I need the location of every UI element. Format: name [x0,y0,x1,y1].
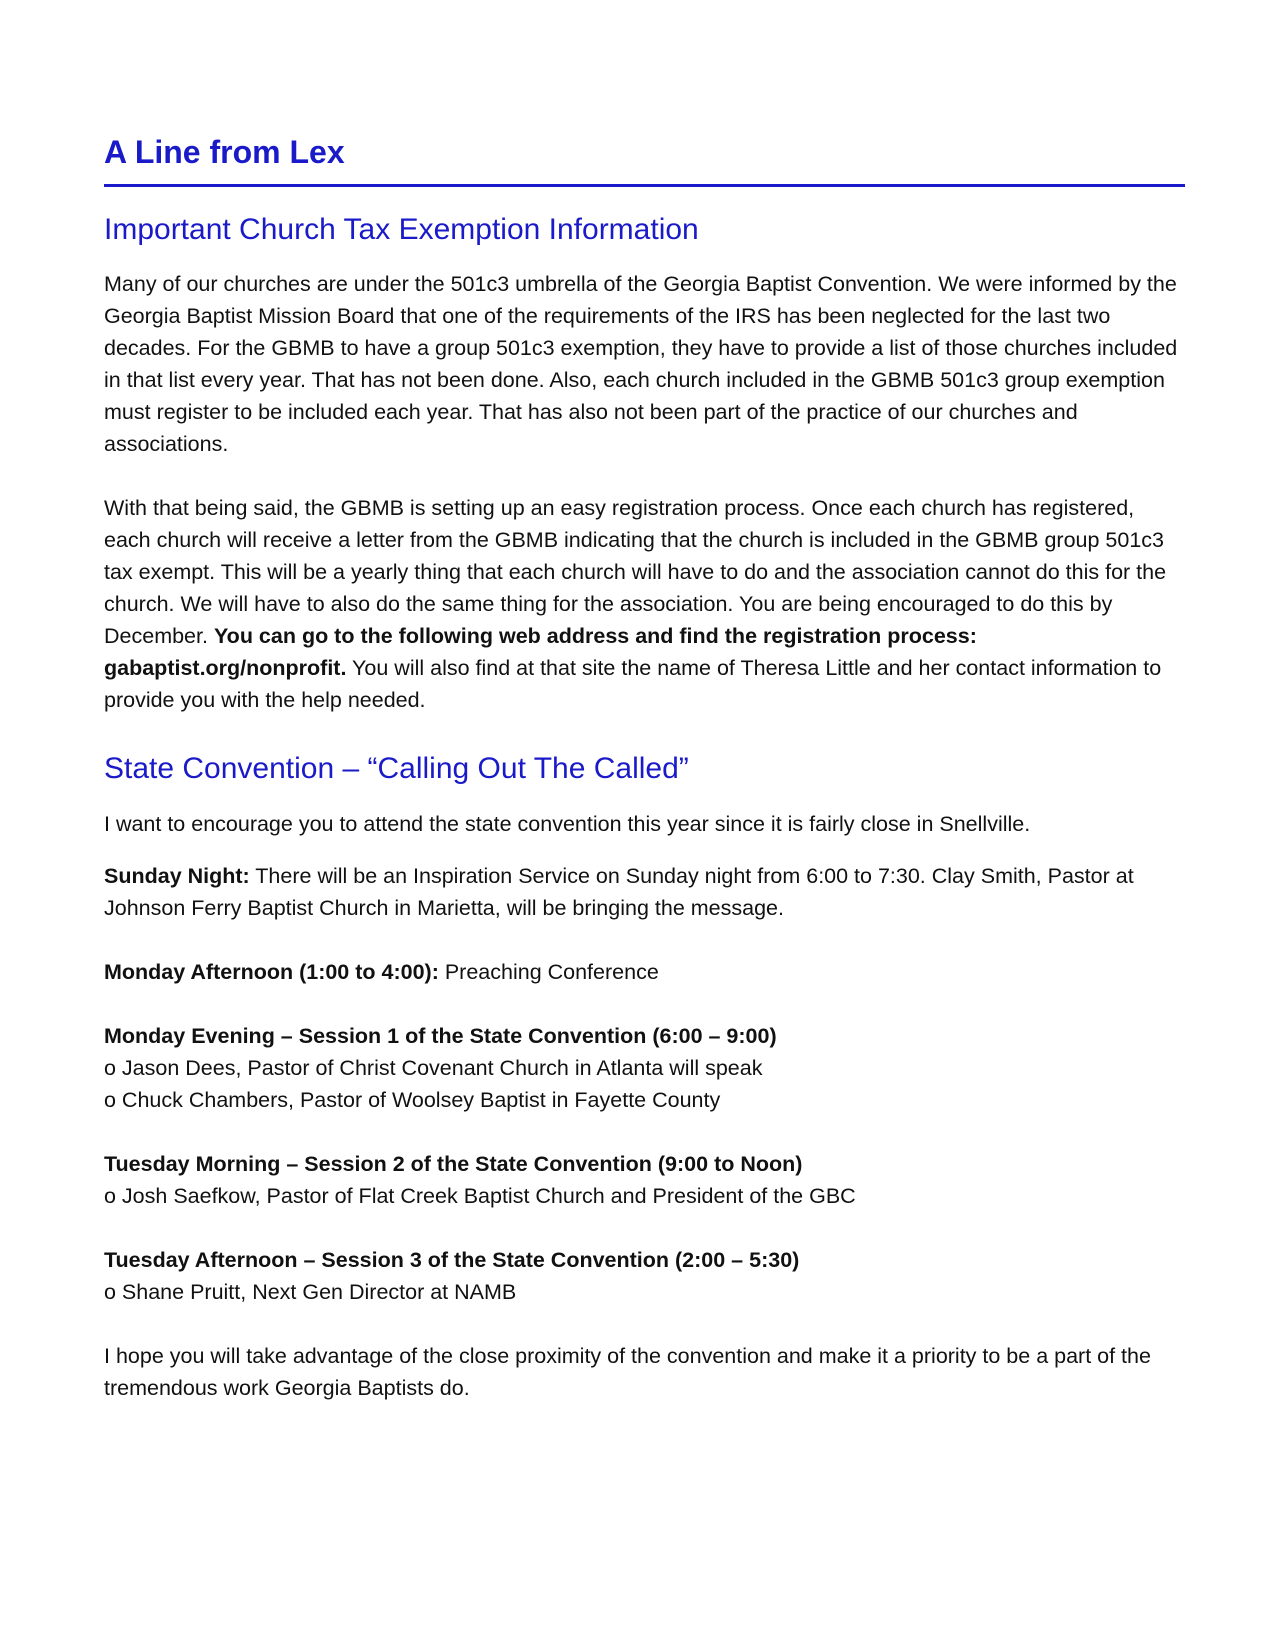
sunday-night-paragraph [104,860,1184,924]
paragraph-2-tail: You will also find at that site the name of Theresa Little and her contact information to provide you with the help needed. [104,656,1162,712]
sunday-night-label: Sunday Night: [104,864,250,888]
session-2-title: Tuesday Morning – Session 2 of the State Convention (9:00 to Noon) [104,1152,803,1176]
closing-paragraph: I hope you will take advantage of the close proximity of the convention and make it a priority to be a part of the tremendous work Georgia Baptists do. [104,1344,1151,1400]
monday-afternoon-label: Monday Afternoon (1:00 to 4:00): [104,960,439,984]
tax-exemption-paragraph-1: Many of our churches are under the 501c3 umbrella of the Georgia Baptist Convention. We were informed by the Georgia Baptist Mission Board that one of the requirements of the IRS has been neglected for the last two decades. For the GBMB to have a group 501c3 exemption, they have to provide a list of those churches included in that list every year. That has not been done. Also, each church included in the GBMB 501c3 group exemption must register to be included each year. That has also not been part of the practice of our churches and associations. [104,272,1178,456]
monday-afternoon-paragraph [104,956,1184,988]
session-1-speaker: o Jason Dees, Pastor of Christ Covenant Church in Atlanta will speak [104,1056,763,1080]
session-3-block [104,1244,1184,1308]
registration-web-address-text: You can go to the following web address and find the registration process: gabaptist.org/nonprofit. [104,624,977,680]
masthead-divider [104,184,1185,187]
session-1-title: Monday Evening – Session 1 of the State Convention (6:00 – 9:00) [104,1024,777,1048]
masthead-title: A Line from Lex [104,134,345,170]
session-1-speaker: o Chuck Chambers, Pastor of Woolsey Baptist in Fayette County [104,1088,721,1112]
sunday-night-text: There will be an Inspiration Service on Sunday night from 6:00 to 7:30. Clay Smith, Pastor at Johnson Ferry Baptist Church in Marietta, will be bringing the message. [104,864,1134,920]
newsletter-page [104,133,1184,1404]
session-1-block [104,1020,1184,1116]
tax-exemption-paragraph-2 [104,492,1184,716]
paragraph-2-lead: With that being said, the GBMB is setting up an easy registration process. Once each church has registered, each church will receive a letter from the GBMB indicating that the church is included in the GBMB group 501c3 tax exempt. This will be a yearly thing that each church will have to do and the association cannot do this for the church. We will have to also do the same thing for the association. You are being encouraged to do this by December. [104,496,1167,648]
state-convention-intro: I want to encourage you to attend the state convention this year since it is fairly close in Snellville. [104,812,1031,836]
session-3-title: Tuesday Afternoon – Session 3 of the State Convention (2:00 – 5:30) [104,1248,800,1272]
state-convention-heading: State Convention – “Calling Out The Called” [104,752,689,785]
session-3-speaker: o Shane Pruitt, Next Gen Director at NAMB [104,1280,517,1304]
session-2-speaker: o Josh Saefkow, Pastor of Flat Creek Baptist Church and President of the GBC [104,1184,856,1208]
tax-exemption-heading: Important Church Tax Exemption Information [104,213,699,246]
monday-afternoon-text: Preaching Conference [438,960,659,984]
session-2-block [104,1148,1184,1212]
